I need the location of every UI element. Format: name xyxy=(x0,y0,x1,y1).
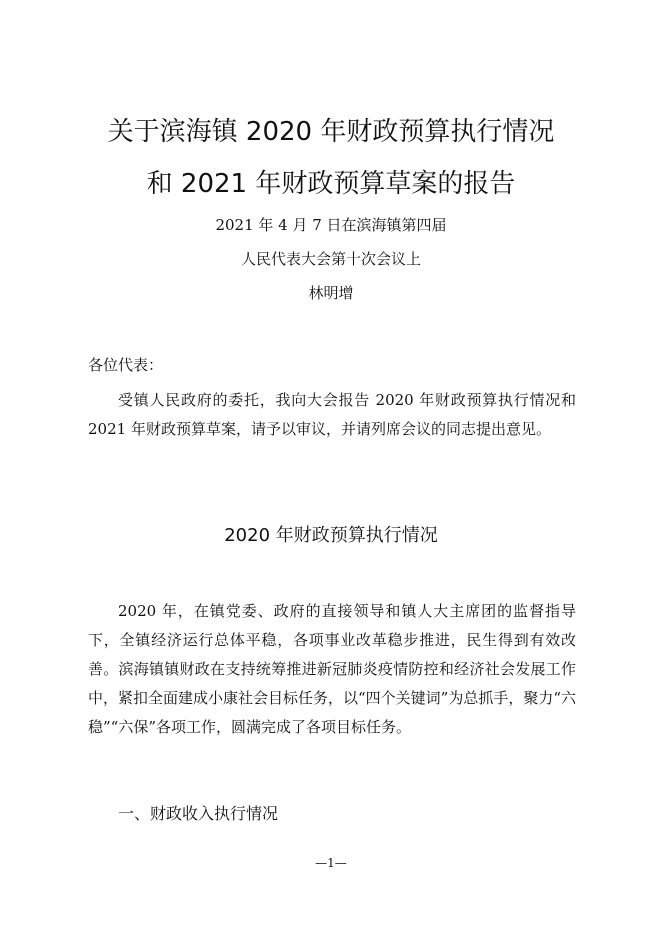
section-heading: 2020 年财政预算执行情况 xyxy=(224,525,438,546)
meeting-date-line: 2021 年 4 月 7 日在滨海镇第四届 xyxy=(215,216,447,234)
report-title-line-2: 和 2021 年财政预算草案的报告 xyxy=(146,169,516,199)
author-name: 林明增 xyxy=(308,284,354,302)
section-paragraph: 2020 年，在镇党委、政府的直接领导和镇人大主席团的监督指导下，全镇经济运行总体平稳，各项事业改革稳步推进，民生得到有效改善。滨海镇镇财政在支持统筹推进新冠肺炎疫情防控和经济社会发展工作中，紧扣全面建成小康社会目标任务，以“四个关键词”为总抓手，聚力“六稳”“六保”各项工作，圆满完成了各项目标任务。 xyxy=(88,602,577,736)
intro-paragraph: 受镇人民政府的委托，我向大会报告 2020 年财政预算执行情况和 2021 年财政预算草案，请予以审议，并请列席会议的同志提出意见。 xyxy=(88,391,576,438)
report-title-line-1: 关于滨海镇 2020 年财政预算执行情况 xyxy=(107,117,555,147)
meeting-name-line: 人民代表大会第十次会议上 xyxy=(240,250,421,268)
subsection-heading: 一、财政收入执行情况 xyxy=(118,804,279,823)
salutation: 各位代表： xyxy=(88,356,164,374)
page-number: —1— xyxy=(315,856,347,870)
